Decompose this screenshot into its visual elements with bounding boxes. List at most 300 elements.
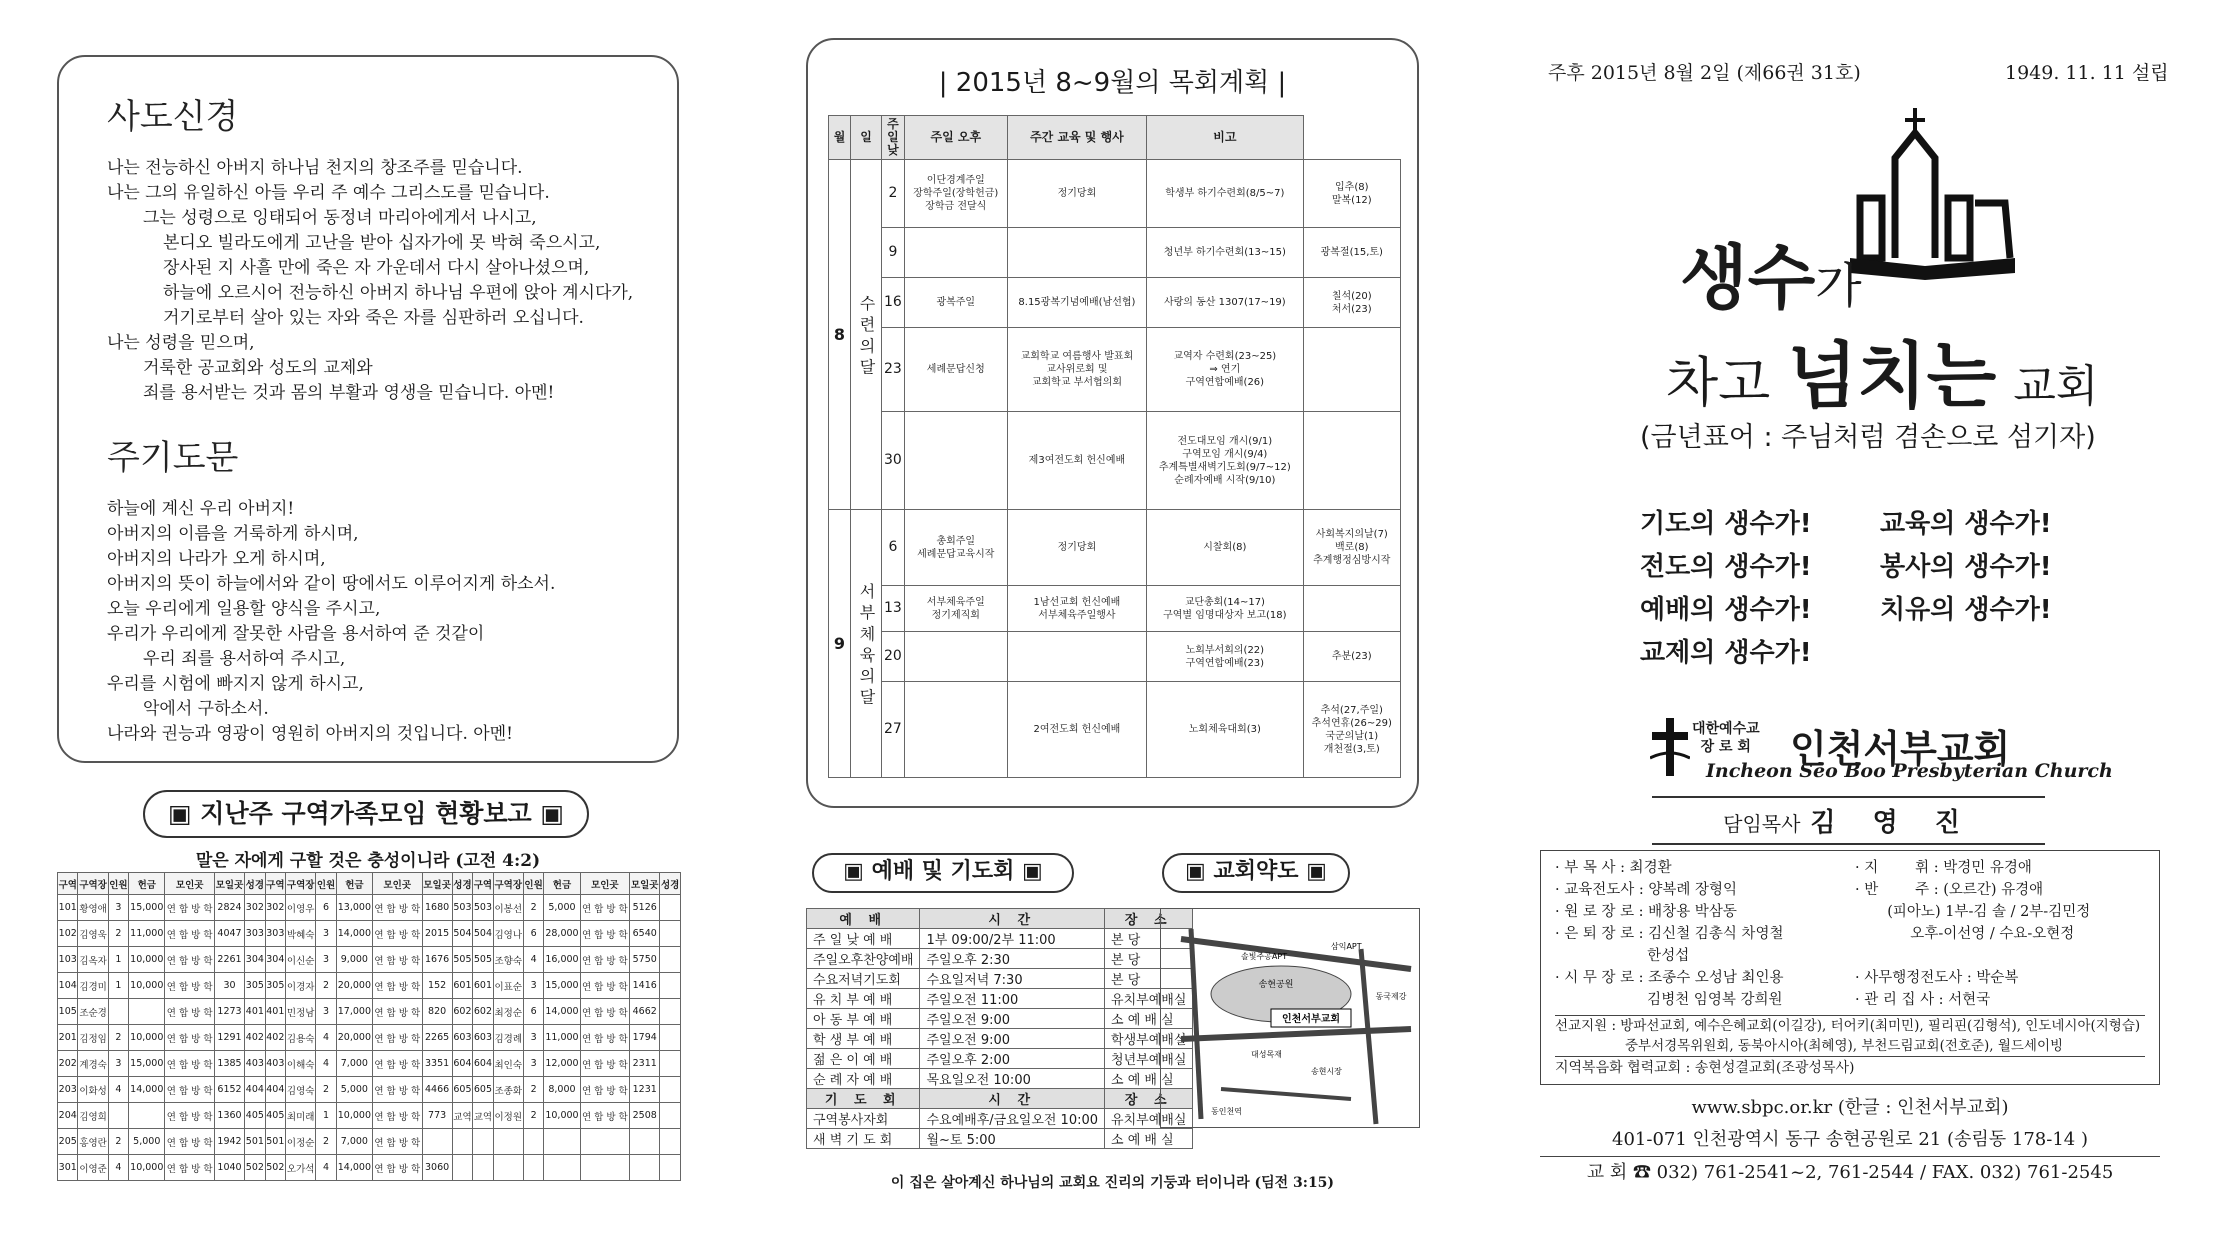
issue-date: 주후 2015년 8월 2일 (제66권 31호) xyxy=(1548,62,1861,84)
district-cell: 13,000 xyxy=(336,895,372,921)
worship-header: 시 간 xyxy=(920,1089,1105,1109)
district-cell: 1942 xyxy=(214,1129,244,1155)
table-row xyxy=(807,1089,1193,1109)
district-cell: 연 합 방 학 xyxy=(373,1077,423,1103)
plan-cell: 노회부서회의(22) 구역연합예배(23) xyxy=(1147,632,1303,682)
plan-cell: 입추(8) 말복(12) xyxy=(1303,160,1400,228)
table-row xyxy=(807,1029,1193,1049)
district-cell xyxy=(452,1129,472,1155)
worship-cell: 아 동 부 예 배 xyxy=(807,1009,920,1029)
prayer-line: 우리를 시험에 빠지지 않게 하시고, xyxy=(107,674,364,694)
worship-cell: 유치부예배실 xyxy=(1105,989,1193,1009)
prayer-line: 나라와 권능과 영광이 영원히 아버지의 것입니다. 아멘! xyxy=(107,724,513,744)
district-cell: 조순경 xyxy=(78,999,108,1025)
district-cell: 황영애 xyxy=(78,895,108,921)
district-cell: 304 xyxy=(245,947,265,973)
table-row xyxy=(829,160,1401,228)
map-graphic xyxy=(1161,909,1419,1127)
month-cell: 8 xyxy=(829,160,851,510)
plan-cell: 칠석(20) 처서(23) xyxy=(1303,278,1400,328)
plan-table xyxy=(828,115,1401,778)
denomination xyxy=(1692,720,1760,756)
map-label-church: 인천서부교회 xyxy=(1282,1014,1340,1025)
plan-cell: 2여전도회 헌신예배 xyxy=(1007,682,1146,778)
life-slogan: 예배의 생수가! xyxy=(1640,595,1812,625)
district-cell: 조종화 xyxy=(493,1077,523,1103)
district-cell: 이영준 xyxy=(78,1155,108,1181)
plan-cell: 노회체육대회(3) xyxy=(1147,682,1303,778)
plan-cell: 시찰회(8) xyxy=(1147,510,1303,586)
worship-cell: 주일오전 11:00 xyxy=(920,989,1105,1009)
table-row xyxy=(58,1051,681,1077)
plan-box xyxy=(806,38,1419,808)
district-cell: 민정남 xyxy=(286,999,316,1025)
plan-cell: 정기당회 xyxy=(1007,510,1146,586)
district-cell xyxy=(660,1129,681,1155)
district-cell: 연 합 방 학 xyxy=(373,1025,423,1051)
district-header: 모인곳 xyxy=(580,873,630,895)
prayer-line: 우리가 우리에게 잘못한 사람을 용서하여 준 것같이 xyxy=(107,624,485,644)
district-cell xyxy=(660,999,681,1025)
district-cell: 연 합 방 학 xyxy=(580,947,630,973)
district-cell: 5,000 xyxy=(336,1077,372,1103)
worship-cell: 소 예 배 실 xyxy=(1105,1129,1193,1149)
creed-line: 거룩한 공교회와 성도의 교제와 xyxy=(143,358,373,378)
district-cell: 402 xyxy=(265,1025,285,1051)
map-label: 대성목재 xyxy=(1251,1050,1282,1059)
district-cell: 6 xyxy=(316,895,336,921)
map-label-park: 송현공원 xyxy=(1258,980,1294,990)
district-cell: 501 xyxy=(245,1129,265,1155)
district-cell: 김정임 xyxy=(78,1025,108,1051)
prayer-line: 아버지의 이름을 거룩하게 하시며, xyxy=(107,524,359,544)
creed-text xyxy=(107,156,634,406)
table-row xyxy=(829,228,1401,278)
district-header: 구역 xyxy=(265,873,285,895)
district-cell: 402 xyxy=(245,1025,265,1051)
district-cell: 10,000 xyxy=(129,947,165,973)
district-cell: 4 xyxy=(316,1025,336,1051)
map-pill: ▣ 교회약도 ▣ xyxy=(1162,853,1350,893)
district-cell: 연 합 방 학 xyxy=(373,1103,423,1129)
district-cell: 7,000 xyxy=(336,1051,372,1077)
district-cell: 404 xyxy=(265,1077,285,1103)
district-cell: 302 xyxy=(245,895,265,921)
district-header: 구역장 xyxy=(78,873,108,895)
district-cell: 연 합 방 학 xyxy=(373,1129,423,1155)
district-cell: 김용숙 xyxy=(286,1025,316,1051)
slogan-small: 가 xyxy=(1815,258,1862,314)
contact-info xyxy=(1540,1092,2160,1189)
district-cell: 305 xyxy=(265,973,285,999)
district-cell: 김옥자 xyxy=(78,947,108,973)
district-cell: 101 xyxy=(58,895,78,921)
table-row xyxy=(807,1129,1193,1149)
district-cell: 이영우 xyxy=(286,895,316,921)
district-cell: 102 xyxy=(58,921,78,947)
district-cell: 김경례 xyxy=(493,1025,523,1051)
worship-cell: 주 일 낮 예 배 xyxy=(807,929,920,949)
district-cell: 10,000 xyxy=(129,973,165,999)
plan-cell: 청년부 하기수련회(13~15) xyxy=(1147,228,1303,278)
life-slogan: 전도의 생수가! xyxy=(1640,552,1812,582)
district-cell: 601 xyxy=(473,973,493,999)
district-cell: 최정순 xyxy=(493,999,523,1025)
district-cell: 연 합 방 학 xyxy=(373,921,423,947)
district-cell: 501 xyxy=(265,1129,285,1155)
worship-cell: 본 당 xyxy=(1105,949,1193,969)
district-cell xyxy=(108,1103,128,1129)
table-row xyxy=(807,969,1193,989)
plan-cell xyxy=(1303,328,1400,412)
year-motto: (금년표어 : 주님처럼 겸손으로 섬기자) xyxy=(1640,422,2096,453)
district-cell: 4466 xyxy=(422,1077,452,1103)
district-cell: 3 xyxy=(316,921,336,947)
district-cell: 602 xyxy=(452,999,472,1025)
district-table xyxy=(57,872,681,1181)
district-cell: 505 xyxy=(452,947,472,973)
worship-cell: 주일오후 2:30 xyxy=(920,949,1105,969)
address: 401-071 인천광역시 동구 송현공원로 21 (송림동 178-14 ) xyxy=(1612,1129,2088,1150)
district-cell: 10,000 xyxy=(129,1025,165,1051)
district-cell: 3 xyxy=(523,973,543,999)
district-cell: 김영희 xyxy=(78,1103,108,1129)
district-cell: 820 xyxy=(422,999,452,1025)
district-cell: 1 xyxy=(108,947,128,973)
slogan-line1 xyxy=(1680,222,1862,323)
district-cell: 연 합 방 학 xyxy=(165,1077,215,1103)
district-cell: 9,000 xyxy=(336,947,372,973)
district-cell: 1291 xyxy=(214,1025,244,1051)
plan-cell xyxy=(904,632,1007,682)
district-header: 구역 xyxy=(58,873,78,895)
slogan-line2 xyxy=(1666,318,2098,422)
district-cell: 2 xyxy=(316,1129,336,1155)
table-row xyxy=(829,586,1401,632)
staff-left xyxy=(1555,857,1855,1011)
worship-cell: 학 생 부 예 배 xyxy=(807,1029,920,1049)
table-row xyxy=(829,632,1401,682)
district-cell: 연 합 방 학 xyxy=(165,1129,215,1155)
table-row xyxy=(58,999,681,1025)
church-book-icon xyxy=(1850,108,2020,280)
district-cell: 연 합 방 학 xyxy=(580,1103,630,1129)
plan-cell: 교단총회(14~17) 구역별 임명대상자 보고(18) xyxy=(1147,586,1303,632)
district-cell: 4 xyxy=(523,947,543,973)
table-row xyxy=(58,895,681,921)
district-cell: 2824 xyxy=(214,895,244,921)
staff-line: 오후-이선영 / 수요-오현정 xyxy=(1855,926,2075,942)
district-cell: 1273 xyxy=(214,999,244,1025)
plan-cell xyxy=(904,412,1007,510)
district-cell: 405 xyxy=(265,1103,285,1129)
district-cell: 16,000 xyxy=(544,947,580,973)
table-row xyxy=(58,947,681,973)
plan-title: | 2015년 8~9월의 목회계획 | xyxy=(938,68,1287,98)
worship-cell: 수요예배후/금요일오전 10:00 xyxy=(920,1109,1105,1129)
district-cell: 연 합 방 학 xyxy=(373,947,423,973)
district-cell: 503 xyxy=(452,895,472,921)
plan-cell: 서부체육주일 정기제직회 xyxy=(904,586,1007,632)
district-cell: 3351 xyxy=(422,1051,452,1077)
district-cell: 502 xyxy=(265,1155,285,1181)
prayer-text xyxy=(107,497,629,747)
district-cell: 401 xyxy=(245,999,265,1025)
district-cell: 105 xyxy=(58,999,78,1025)
report-verse: 말은 자에게 구할 것은 충성이니라 (고전 4:2) xyxy=(195,851,541,871)
district-cell: 2 xyxy=(523,1103,543,1129)
district-cell: 교역 xyxy=(452,1103,472,1129)
district-cell: 연 합 방 학 xyxy=(373,1155,423,1181)
district-cell: 1416 xyxy=(630,973,660,999)
church-map xyxy=(1160,908,1420,1128)
district-cell: 2 xyxy=(523,895,543,921)
worship-header: 기 도 회 xyxy=(807,1089,920,1109)
staff-line: · 교육전도사 : 양복례 장형익 xyxy=(1555,882,1738,898)
table-row xyxy=(829,682,1401,778)
district-cell: 28,000 xyxy=(544,921,580,947)
plan-cell: 제3여전도회 헌신예배 xyxy=(1007,412,1146,510)
table-row xyxy=(807,929,1193,949)
table-row xyxy=(58,973,681,999)
district-cell: 최미래 xyxy=(286,1103,316,1129)
worship-header: 장 소 xyxy=(1105,909,1193,929)
district-cell xyxy=(473,1129,493,1155)
district-cell: 김경미 xyxy=(78,973,108,999)
worship-cell: 주일오후 2:00 xyxy=(920,1049,1105,1069)
district-cell: 3 xyxy=(316,999,336,1025)
district-cell: 이신순 xyxy=(286,947,316,973)
table-row xyxy=(58,1129,681,1155)
plan-cell xyxy=(1007,228,1146,278)
district-cell: 연 합 방 학 xyxy=(165,921,215,947)
district-header: 모일곳 xyxy=(214,873,244,895)
map-label: 동인천역 xyxy=(1211,1107,1242,1116)
district-header: 헌금 xyxy=(336,873,372,895)
district-cell: 30 xyxy=(214,973,244,999)
worship-cell: 학생부예배실 xyxy=(1105,1029,1193,1049)
district-cell xyxy=(660,895,681,921)
district-cell: 603 xyxy=(473,1025,493,1051)
district-cell: 김영욱 xyxy=(78,921,108,947)
district-cell: 4 xyxy=(316,1051,336,1077)
denomination-line: 대한예수교 xyxy=(1692,721,1760,737)
district-header: 구역 xyxy=(473,873,493,895)
district-cell: 3 xyxy=(108,895,128,921)
district-cell xyxy=(630,1155,660,1181)
plan-header: 주간 교육 및 행사 xyxy=(1007,116,1146,160)
table-row xyxy=(829,510,1401,586)
district-cell xyxy=(129,999,165,1025)
district-cell: 10,000 xyxy=(336,1103,372,1129)
plan-header: 일 xyxy=(851,116,882,160)
district-cell: 605 xyxy=(473,1077,493,1103)
district-cell: 502 xyxy=(245,1155,265,1181)
district-header: 성경 xyxy=(660,873,681,895)
phone: 교 회 ☎ 032) 761-2541~2, 761-2544 / FAX. 032) 761-2545 xyxy=(1540,1156,2160,1189)
pastor-label: 담임목사 xyxy=(1723,812,1801,836)
creed-prayer-box xyxy=(57,55,679,763)
plan-cell xyxy=(1303,412,1400,510)
district-cell: 오가석 xyxy=(286,1155,316,1181)
staff-box xyxy=(1540,850,2160,1085)
district-cell: 401 xyxy=(265,999,285,1025)
district-cell: 302 xyxy=(265,895,285,921)
district-cell xyxy=(630,1129,660,1155)
district-cell: 604 xyxy=(452,1051,472,1077)
district-cell: 연 합 방 학 xyxy=(580,895,630,921)
district-header: 인원 xyxy=(108,873,128,895)
worship-table xyxy=(806,908,1193,1149)
worship-cell: 청년부예배실 xyxy=(1105,1049,1193,1069)
staff-line: · 지 휘 : 박경민 유경애 xyxy=(1855,860,2032,876)
district-cell: 이경자 xyxy=(286,973,316,999)
district-cell: 이정순 xyxy=(286,1129,316,1155)
district-cell xyxy=(493,1129,523,1155)
district-cell: 20,000 xyxy=(336,973,372,999)
creed-line: 나는 성령을 믿으며, xyxy=(107,333,255,353)
district-cell: 8,000 xyxy=(544,1077,580,1103)
district-cell: 홍영란 xyxy=(78,1129,108,1155)
district-cell: 1231 xyxy=(630,1077,660,1103)
staff-right xyxy=(1855,857,2145,1011)
district-cell: 김영나 xyxy=(493,921,523,947)
district-cell: 1794 xyxy=(630,1025,660,1051)
district-cell: 2 xyxy=(108,1025,128,1051)
district-cell: 4047 xyxy=(214,921,244,947)
creed-title: 사도신경 xyxy=(107,97,239,137)
staff-line: · 원 로 장 로 : 배창용 박삼동 xyxy=(1555,904,1737,920)
district-cell: 연 합 방 학 xyxy=(373,973,423,999)
district-cell xyxy=(493,1155,523,1181)
district-cell: 연 합 방 학 xyxy=(580,1077,630,1103)
district-cell xyxy=(523,1155,543,1181)
district-cell: 404 xyxy=(245,1077,265,1103)
district-cell: 연 합 방 학 xyxy=(373,895,423,921)
table-row xyxy=(807,1049,1193,1069)
district-cell: 3060 xyxy=(422,1155,452,1181)
map-label: 송현시장 xyxy=(1311,1067,1342,1076)
prayer-line: 하늘에 계신 우리 아버지! xyxy=(107,499,295,519)
worship-cell: 본 당 xyxy=(1105,929,1193,949)
district-cell: 5126 xyxy=(630,895,660,921)
mission-support: 선교지원 : 방파선교회, 예수은혜교회(이길강), 터어키(최미민), 필리핀(김형석), 인도네시아(지형습) xyxy=(1555,1018,2141,1034)
district-cell: 201 xyxy=(58,1025,78,1051)
district-cell: 연 합 방 학 xyxy=(165,895,215,921)
district-cell: 연 합 방 학 xyxy=(580,999,630,1025)
district-cell: 2311 xyxy=(630,1051,660,1077)
table-row xyxy=(58,921,681,947)
creed-line: 죄를 용서받는 것과 몸의 부활과 영생을 믿습니다. 아멘! xyxy=(143,383,555,403)
district-cell: 1680 xyxy=(422,895,452,921)
day-cell: 6 xyxy=(882,510,905,586)
district-cell: 403 xyxy=(245,1051,265,1077)
district-cell: 773 xyxy=(422,1103,452,1129)
district-header: 인원 xyxy=(523,873,543,895)
district-cell: 2015 xyxy=(422,921,452,947)
table-row xyxy=(807,989,1193,1009)
district-cell: 2 xyxy=(108,921,128,947)
district-cell xyxy=(108,999,128,1025)
table-row xyxy=(807,1009,1193,1029)
plan-cell xyxy=(904,682,1007,778)
district-cell: 6152 xyxy=(214,1077,244,1103)
worship-header: 시 간 xyxy=(920,909,1105,929)
district-cell: 15,000 xyxy=(129,895,165,921)
table-row xyxy=(58,1155,681,1181)
district-cell: 김영숙 xyxy=(286,1077,316,1103)
worship-cell: 1부 09:00/2부 11:00 xyxy=(920,929,1105,949)
district-cell: 연 합 방 학 xyxy=(373,1051,423,1077)
table-row xyxy=(829,412,1401,510)
life-slogan: 기도의 생수가! xyxy=(1640,509,1812,539)
district-cell: 교역 xyxy=(473,1103,493,1129)
district-cell xyxy=(523,1129,543,1155)
district-cell: 602 xyxy=(473,999,493,1025)
staff-line: · 관 리 집 사 : 서현국 xyxy=(1855,992,1991,1008)
district-cell: 1 xyxy=(316,1103,336,1129)
district-cell: 3 xyxy=(523,1025,543,1051)
district-cell: 14,000 xyxy=(544,999,580,1025)
website-link[interactable]: www.sbpc.or.kr (한글 : 인천서부교회) xyxy=(1691,1097,2009,1118)
district-cell: 15,000 xyxy=(129,1051,165,1077)
district-cell: 601 xyxy=(452,973,472,999)
bottom-verse: 이 집은 살아계신 하나님의 교회요 진리의 기둥과 터이니라 (딤전 3:15) xyxy=(890,1175,1335,1191)
slogan-bold-word: 넘치는 xyxy=(1787,334,1997,418)
worship-cell: 수요일저녁 7:30 xyxy=(920,969,1105,989)
district-cell xyxy=(473,1155,493,1181)
plan-cell: 세례문답신청 xyxy=(904,328,1007,412)
day-cell: 16 xyxy=(882,278,905,328)
worship-cell: 새 벽 기 도 회 xyxy=(807,1129,920,1149)
district-cell: 이정원 xyxy=(493,1103,523,1129)
district-cell: 4662 xyxy=(630,999,660,1025)
district-cell: 4 xyxy=(108,1077,128,1103)
district-cell: 301 xyxy=(58,1155,78,1181)
district-cell: 305 xyxy=(245,973,265,999)
district-cell: 103 xyxy=(58,947,78,973)
district-cell: 3 xyxy=(108,1051,128,1077)
district-cell: 152 xyxy=(422,973,452,999)
district-cell: 연 합 방 학 xyxy=(580,973,630,999)
district-header: 구역장 xyxy=(493,873,523,895)
prayer-line: 악에서 구하소서. xyxy=(143,699,269,719)
district-cell: 202 xyxy=(58,1051,78,1077)
district-cell: 304 xyxy=(265,947,285,973)
plan-cell: 이단경계주일 장학주일(장학헌금) 장학금 전달식 xyxy=(904,160,1007,228)
district-cell: 7,000 xyxy=(336,1129,372,1155)
district-cell: 5,000 xyxy=(129,1129,165,1155)
district-cell: 405 xyxy=(245,1103,265,1129)
district-cell: 2265 xyxy=(422,1025,452,1051)
district-cell: 연 합 방 학 xyxy=(165,947,215,973)
creed-line: 하늘에 오르시어 전능하신 아버지 하나님 우편에 앉아 계시다가, xyxy=(163,283,634,303)
worship-header: 예 배 xyxy=(807,909,920,929)
district-cell: 최인숙 xyxy=(493,1051,523,1077)
district-cell: 605 xyxy=(452,1077,472,1103)
creed-line: 나는 그의 유일하신 아들 우리 주 예수 그리스도를 믿습니다. xyxy=(107,183,550,203)
district-cell: 1676 xyxy=(422,947,452,973)
district-cell: 1360 xyxy=(214,1103,244,1129)
district-cell: 연 합 방 학 xyxy=(580,1051,630,1077)
plan-cell: 정기당회 xyxy=(1007,160,1146,228)
plan-cell: 광복절(15,토) xyxy=(1303,228,1400,278)
slogan-bold: 생수 xyxy=(1680,237,1816,319)
staff-line: · 은 퇴 장 로 : 김신철 김총식 차영철 xyxy=(1555,926,1784,942)
plan-cell: 교회학교 여름행사 발표회 교사위로회 및 교회학교 부서협의회 xyxy=(1007,328,1146,412)
denomination-line: 장 로 회 xyxy=(1700,739,1751,755)
plan-cell: 1남선교회 헌신예배 서부체육주일행사 xyxy=(1007,586,1146,632)
